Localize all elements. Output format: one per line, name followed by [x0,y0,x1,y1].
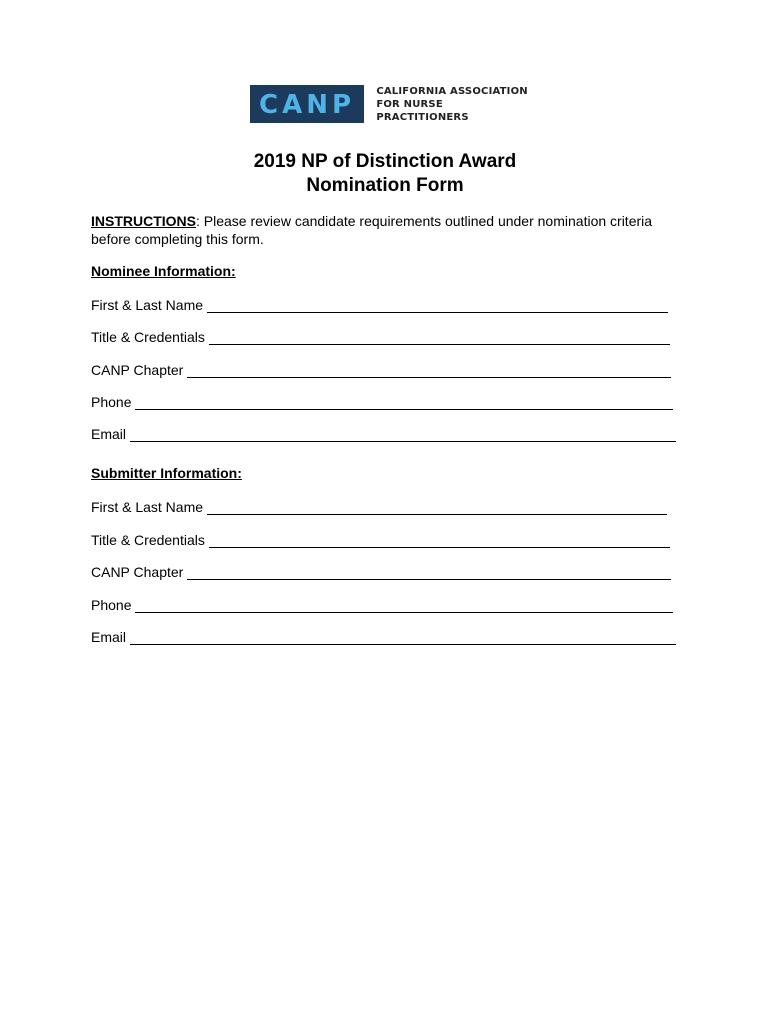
nominee-title-label: Title & Credentials [91,329,205,345]
nominee-email-field[interactable] [91,424,676,442]
submitter-chapter-line[interactable] [187,565,671,580]
nominee-chapter-field[interactable] [91,360,671,378]
nominee-title-field[interactable] [91,327,670,345]
canp-logo [250,85,530,123]
submitter-phone-line[interactable] [135,598,673,613]
submitter-phone-field[interactable] [91,595,673,613]
submitter-email-label: Email [91,629,127,645]
submitter-heading: Submitter Information: [91,465,242,481]
nominee-email-label: Email [91,426,127,442]
logo-line-1: CALIFORNIA ASSOCIATION [376,85,528,97]
submitter-chapter-label: CANP Chapter [91,564,184,580]
logo-text [376,85,530,123]
submitter-name-label: First & Last Name [91,499,204,515]
nominee-chapter-line[interactable] [187,363,671,378]
submitter-title-label: Title & Credentials [91,532,205,548]
nominee-phone-line[interactable] [135,395,673,410]
logo-line-2: FOR NURSE PRACTITIONERS [376,98,469,123]
svg-text:CANP: CANP [259,90,356,119]
title-line-2: Nomination Form [306,175,464,196]
nominee-name-label: First & Last Name [91,297,204,313]
instructions [91,212,681,248]
nominee-chapter-label: CANP Chapter [91,362,184,378]
nominee-title-line[interactable] [209,330,670,345]
canp-wordmark-icon [252,89,362,119]
logo-mark [250,85,364,123]
submitter-phone-label: Phone [91,597,132,613]
submitter-email-line[interactable] [130,630,676,645]
submitter-email-field[interactable] [91,627,676,645]
submitter-title-field[interactable] [91,530,670,548]
nominee-heading: Nominee Information: [91,263,236,279]
title-line-1: 2019 NP of Distinction Award [253,151,517,172]
nominee-email-line[interactable] [130,427,676,442]
submitter-name-line[interactable] [207,500,667,515]
submitter-name-field[interactable] [91,497,667,515]
nominee-name-line[interactable] [207,298,668,313]
submitter-chapter-field[interactable] [91,562,671,580]
nominee-phone-label: Phone [91,394,132,410]
nominee-name-field[interactable] [91,295,668,313]
instructions-lead: INSTRUCTIONS [91,213,196,229]
nominee-phone-field[interactable] [91,392,673,410]
page-title [0,150,770,198]
instructions-text: : Please review candidate requirements outlined under nomination criteria before completing this form. [91,213,653,247]
submitter-title-line[interactable] [209,533,670,548]
